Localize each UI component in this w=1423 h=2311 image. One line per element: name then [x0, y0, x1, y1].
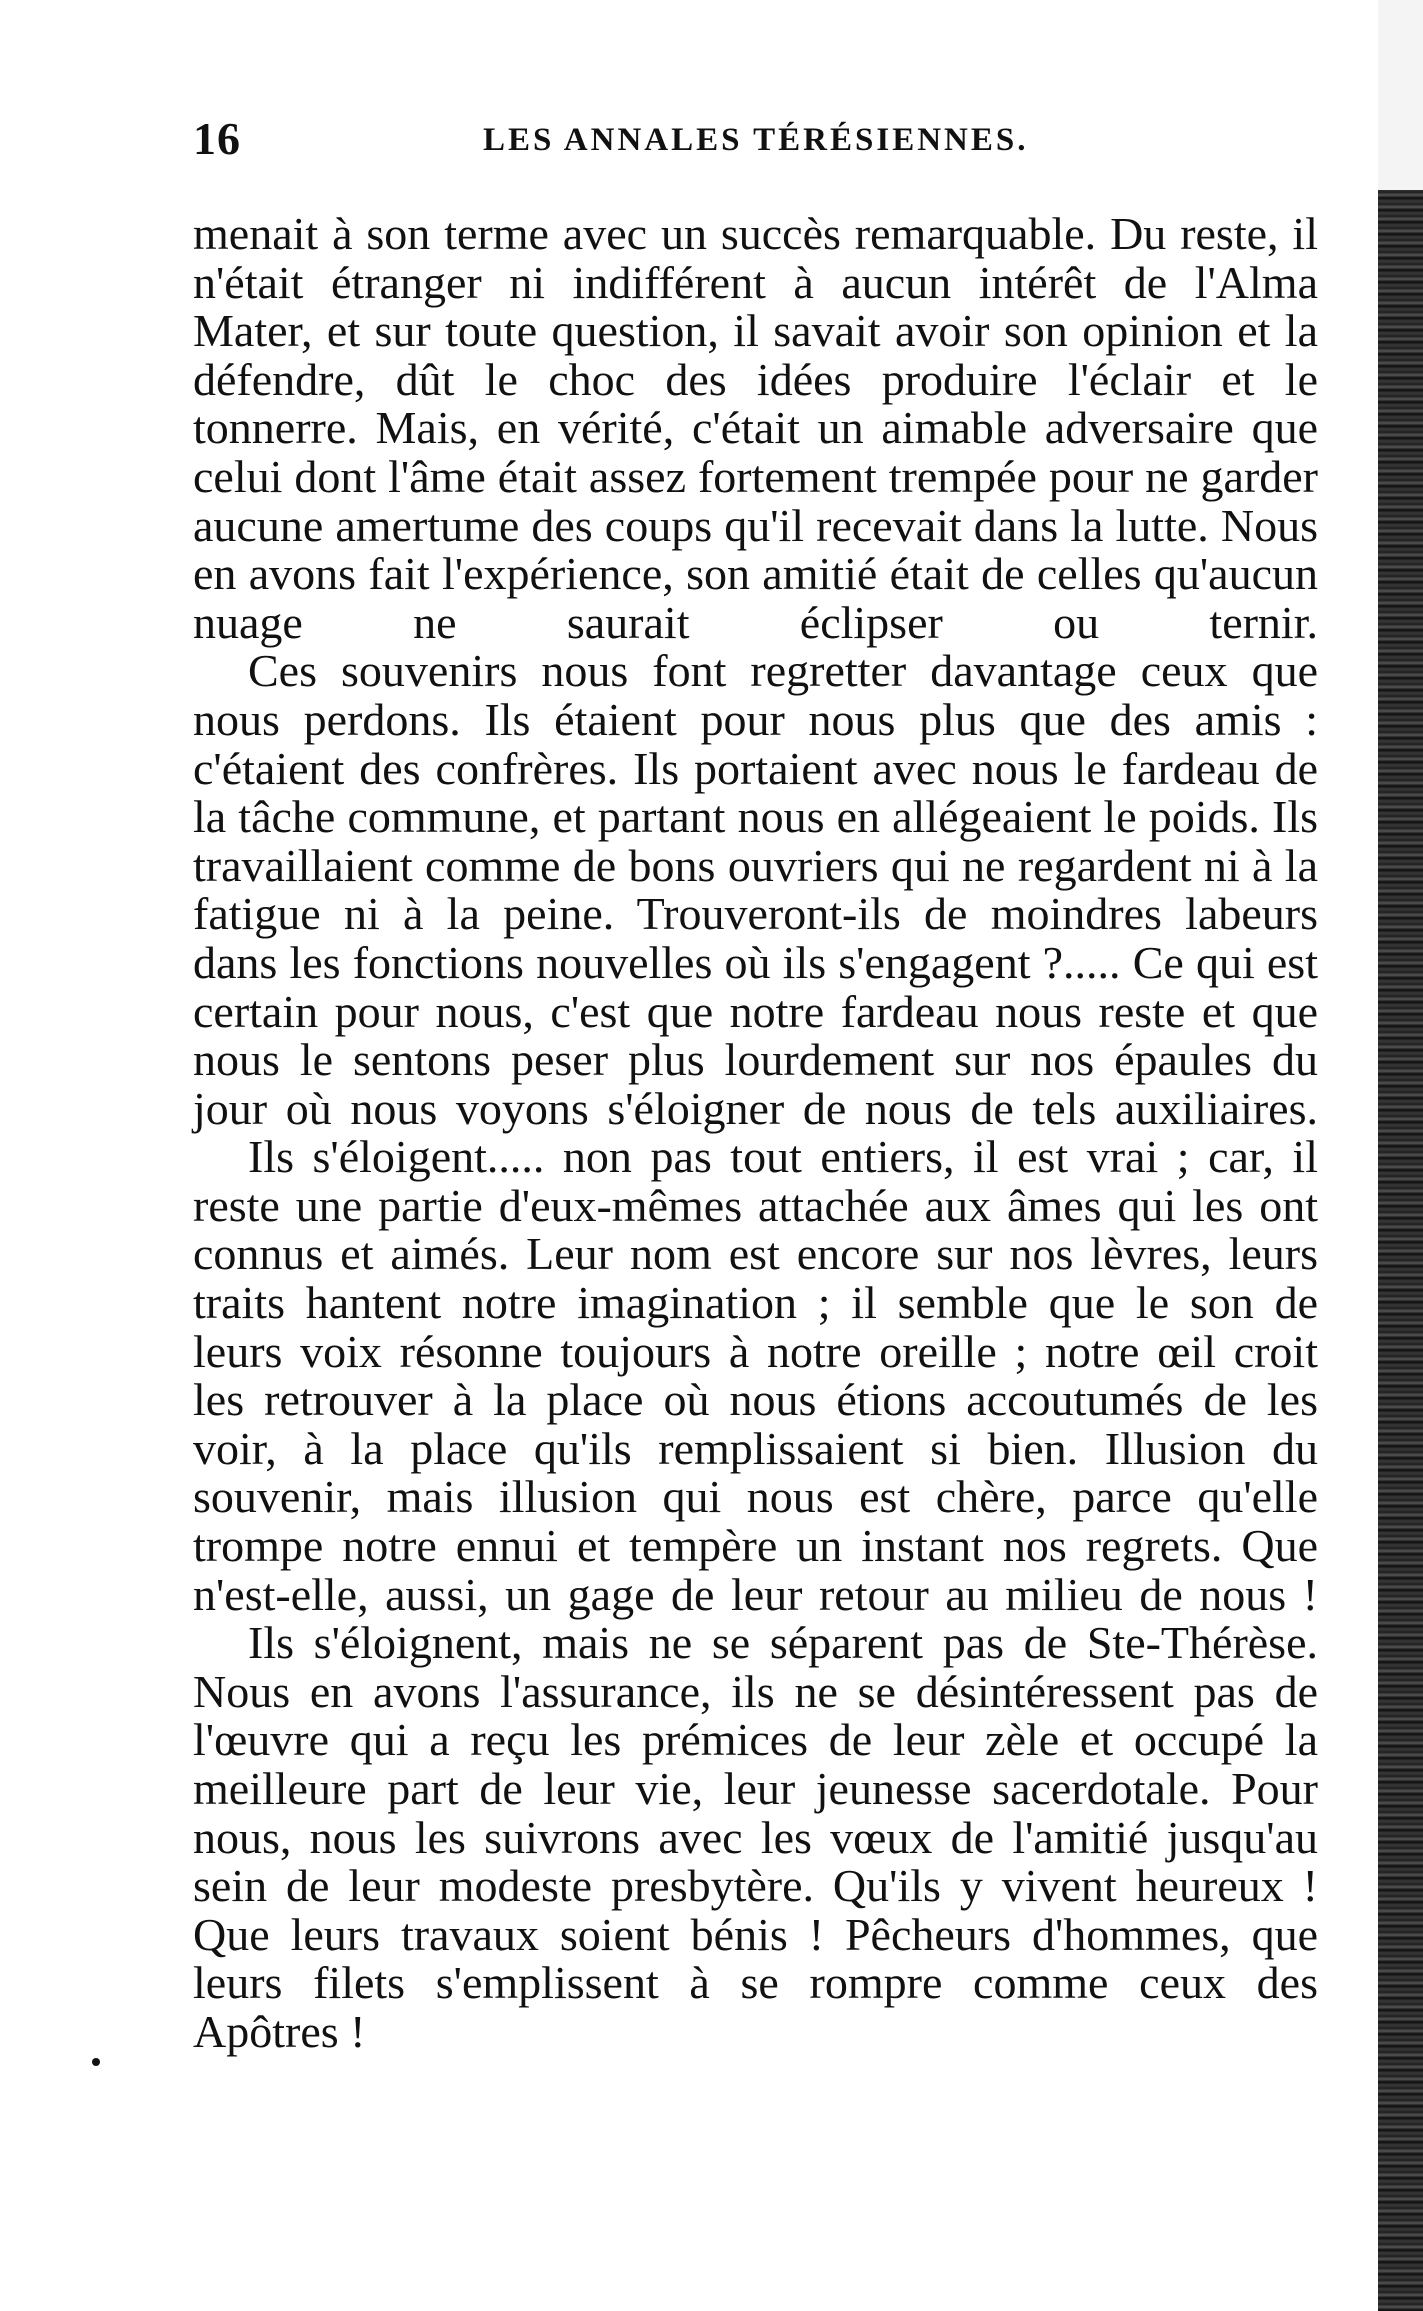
page-number: 16: [193, 113, 241, 164]
scan-edge-shadow: [1378, 0, 1423, 2311]
body-text: [193, 210, 1318, 2057]
stray-ink-mark: [92, 2058, 100, 2066]
page-header: [193, 112, 1318, 172]
paragraph-4: Ils s'éloignent, mais ne se séparent pas de Ste-Thérèse. Nous en avons l'assurance, ils ne se désintéressent pas de l'œuvre qui a reçu les prémices de leur zèle et occupé la meilleure part de leur vie, leur jeunesse sacerdotale. Pour nous, nous les suivrons avec les vœux de l'amitié jusqu'au sein de leur modeste presbytère. Qu'ils y vivent heureux ! Que leurs travaux soient bénis ! Pêcheurs d'hommes, que leurs filets s'emplissent à se rompre comme ceux des Apôtres !: [193, 1617, 1318, 2057]
scan-edge-top: [1378, 0, 1423, 190]
running-head: LES ANNALES TÉRÉSIENNES.: [483, 122, 1029, 158]
paragraph-3: Ils s'éloigent..... non pas tout entiers, il est vrai ; car, il reste une partie d'eux-mêmes attachée aux âmes qui les ont connus et aimés. Leur nom est encore sur nos lèvres, leurs traits hantent notre imagination ; il semble que le son de leurs voix résonne toujours à notre oreille ; notre œil croit les retrouver à la place où nous étions accoutumés de les voir, à la place qu'ils remplissaient si bien. Illusion du souvenir, mais illusion qui nous est chère, parce qu'elle trompe notre ennui et tempère un instant nos regrets. Que n'est-elle, aussi, un gage de leur retour au milieu de nous !: [193, 1131, 1318, 1620]
paragraph-1: menait à son terme avec un succès remarquable. Du reste, il n'était étranger ni indifférent à aucun intérêt de l'Alma Mater, et sur toute question, il savait avoir son opinion et la défendre, dût le choc des idées produire l'éclair et le tonnerre. Mais, en vérité, c'était un aimable adversaire que celui dont l'âme était assez fortement trempée pour ne garder aucune amertume des coups qu'il recevait dans la lutte. Nous en avons fait l'expérience, son amitié était de celles qu'aucun nuage ne saurait éclipser ou ternir.: [193, 208, 1318, 648]
paragraph-2: Ces souvenirs nous font regretter davantage ceux que nous perdons. Ils étaient pour nous plus que des amis : c'étaient des confrères. Ils portaient avec nous le fardeau de la tâche commune, et partant nous en allégeaient le poids. Ils travaillaient comme de bons ouvriers qui ne regardent ni à la fatigue ni à la peine. Trouveront-ils de moindres labeurs dans les fonctions nouvelles où ils s'engagent ?..... Ce qui est certain pour nous, c'est que notre fardeau nous reste et que nous le sentons peser plus lourdement sur nos épaules du jour où nous voyons s'éloigner de nous de tels auxiliaires.: [193, 645, 1318, 1134]
